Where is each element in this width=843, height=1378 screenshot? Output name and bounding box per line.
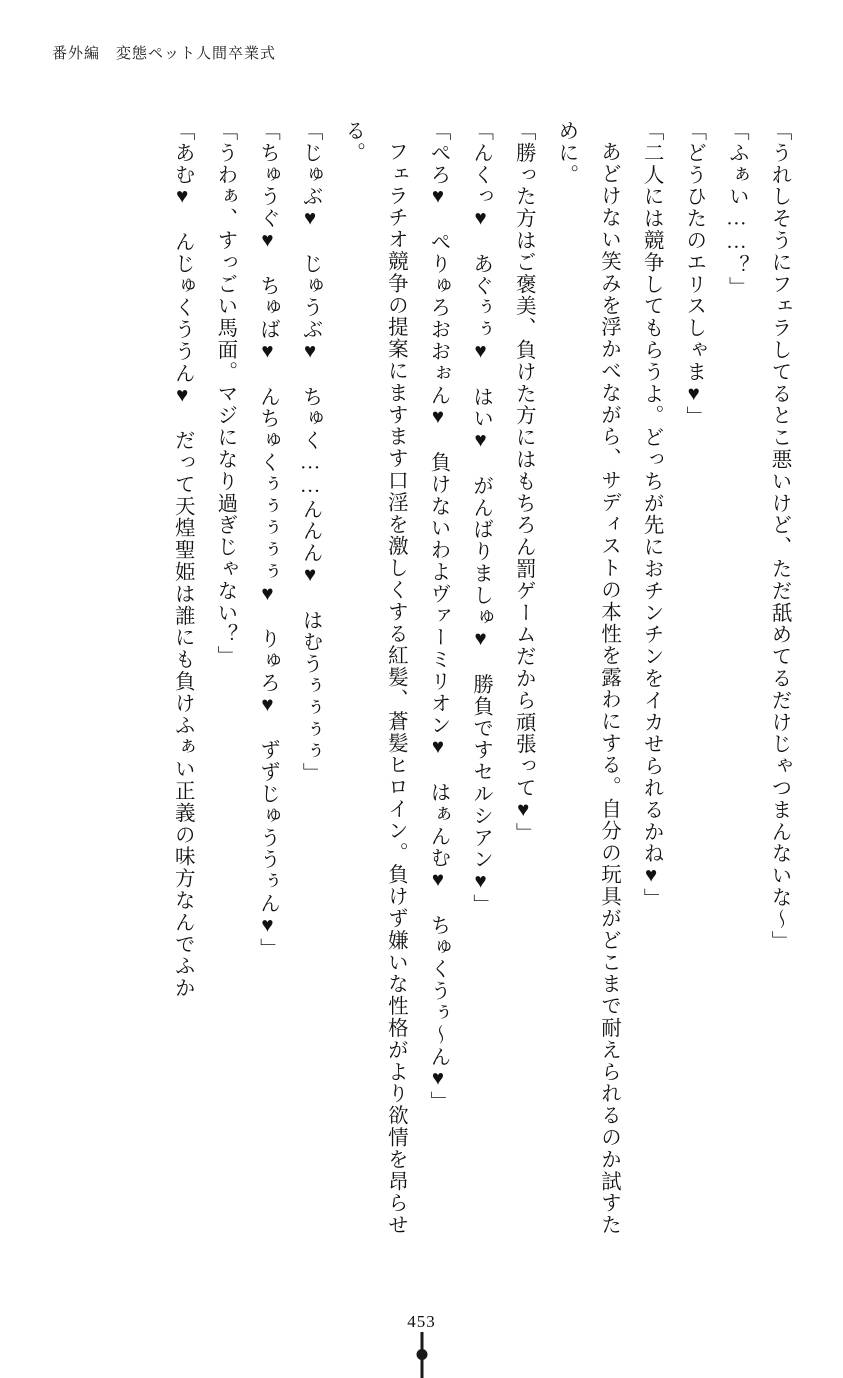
body-line: 「あむ♥ んじゅくううん♥ だって天煌聖姫は誰にも負けふぁい正義の味方なんでふか xyxy=(171,120,194,999)
running-header-title: 変態ペット人間卒業式 xyxy=(116,46,277,62)
body-line: 「ちゅうぐ♥ ちゅば♥ んちゅくぅぅぅぅぅ♥ りゅろ♥ ずずじゅううぅん♥」 xyxy=(256,120,279,960)
running-header xyxy=(52,42,276,63)
body-line: 「うわぁ、すっごい馬面。マジになり過ぎじゃない？」 xyxy=(213,120,236,668)
running-header-prefix: 番外編 xyxy=(52,46,101,62)
body-line: 「んくっ♥ あぐぅぅ♥ はい♥ がんばりましゅ♥ 勝負ですセルシアン♥」 xyxy=(469,120,492,916)
body-line: 「二人には競争してもらうよ。どっちが先におチンチンをイカせられるかね♥」 xyxy=(640,120,663,910)
body-line: 「どうひたのエリスしゃま♥」 xyxy=(682,120,705,429)
page-number: 453 xyxy=(407,1312,436,1331)
body-line: あどけない笑みを浮かべながら、サディストの本性を露わにする。自分の玩具がどこまで耐えられるのか試すために。 xyxy=(554,120,620,1236)
body-line: 「勝った方はご褒美、負けた方にはもちろん罰ゲームだから頑張って♥」 xyxy=(512,120,535,845)
body-line: フェラチオ競争の提案にますます口淫を激しくする紅髪、蒼髪ヒロイン。負けず嫌いな性格がより欲情を昂らせる。 xyxy=(341,120,407,1236)
body-line: 「ふぁい……？」 xyxy=(725,120,748,299)
body-line: 「ぺろ♥ ぺりゅろおおぉん♥ 負けないわよヴァーミリオン♥ はぁんむ♥ ちゅくうぅ〜ん♥」 xyxy=(427,120,449,1113)
page-body-text xyxy=(40,120,800,1250)
body-line: 「じゅぶ♥ じゅうぶ♥ ちゅく……んんん♥ はむうぅぅぅぅ」 xyxy=(299,120,322,785)
spine-dot xyxy=(416,1349,427,1360)
body-line: 「うれしそうにフェラしてるとこ悪いけど、ただ舐めてるだけじゃつまんないな〜」 xyxy=(768,120,790,953)
